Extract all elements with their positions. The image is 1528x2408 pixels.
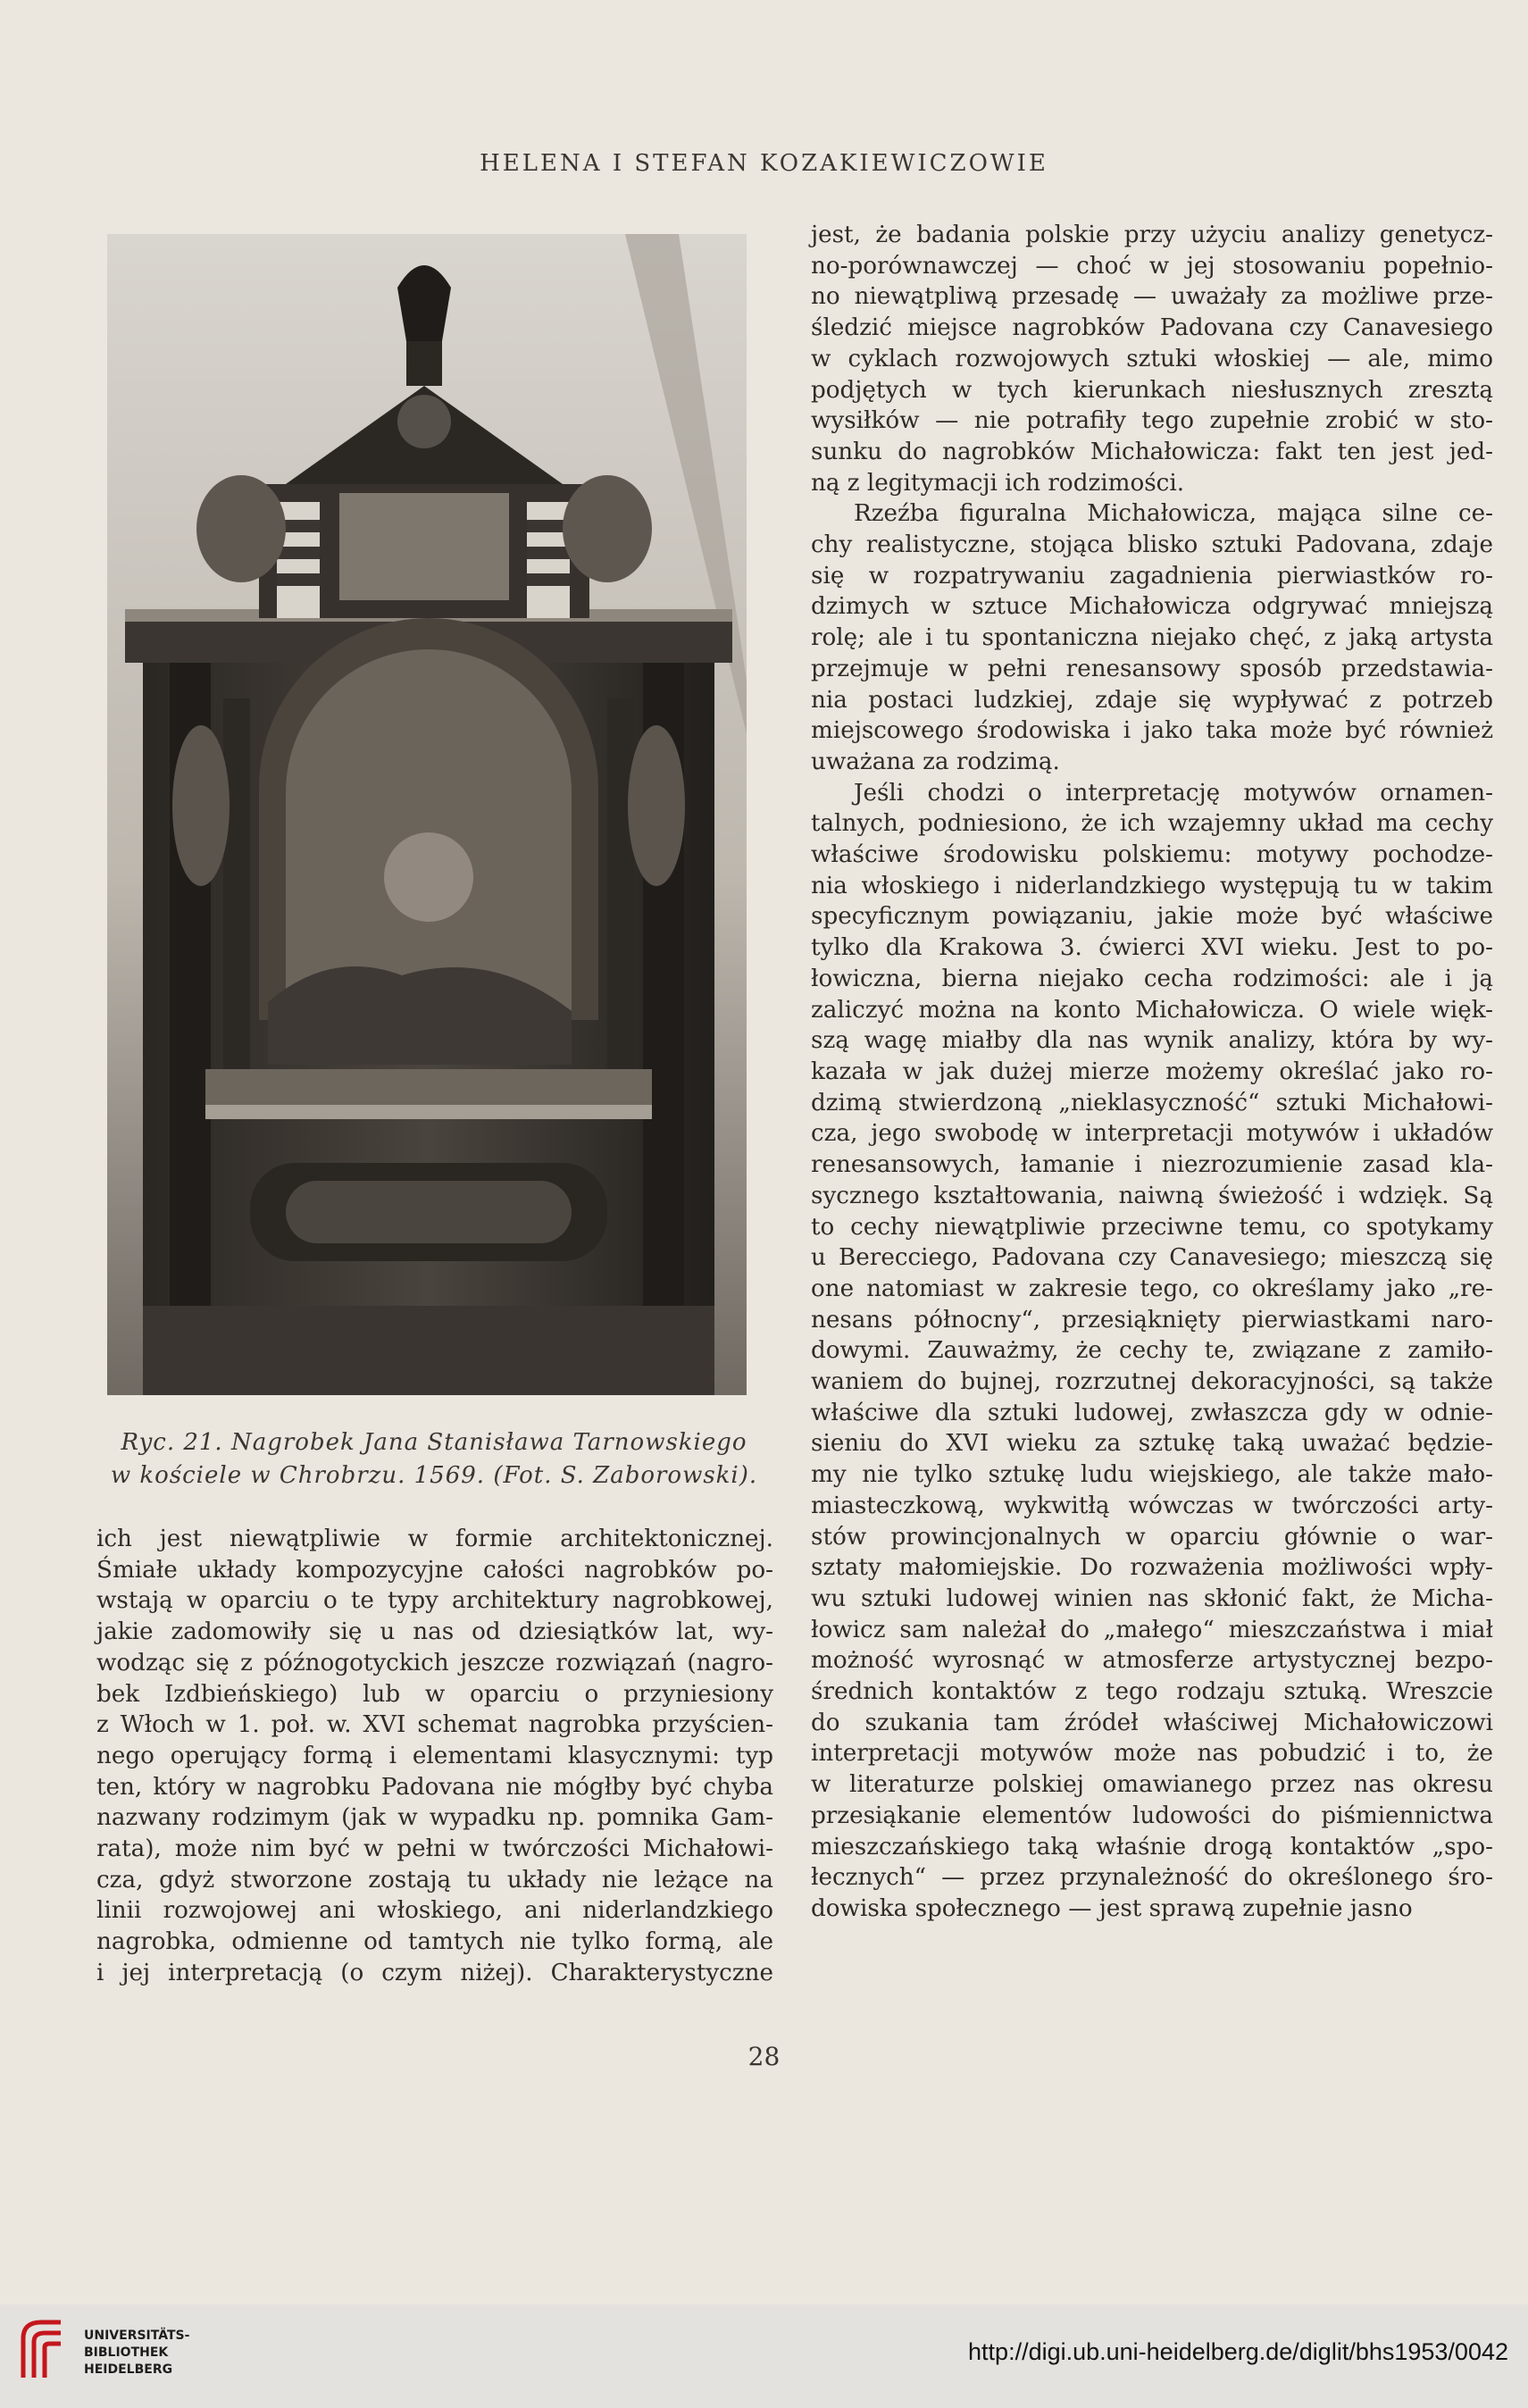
text-line: chy realistyczne, stojąca blisko sztuki Padovana, zdaje bbox=[811, 531, 1493, 559]
text-line: linii rozwojowej ani włoskiego, ani niderlandzkiego bbox=[96, 1897, 773, 1925]
text-line: interpretacji motywów może nas pobudzić i to, że bbox=[811, 1740, 1493, 1768]
text-line: wodząc się z późnogotyckich jeszcze rozwiązań (nagro- bbox=[96, 1649, 773, 1676]
text-line: dzimych w sztuce Michałowicza odgrywać mniejszą bbox=[811, 593, 1493, 621]
logo-line: HEIDELBERG bbox=[84, 2362, 173, 2377]
text-line: no niewątpliwą przesadę — uważały za możliwe prze- bbox=[811, 283, 1493, 311]
text-line: rolę; ale i tu spontaniczna niejako chęć, z jaką artysta bbox=[811, 624, 1493, 652]
library-logo-icon bbox=[18, 2315, 75, 2387]
text-line: sieniu do XVI wieku za sztukę taką uważać będzie- bbox=[811, 1430, 1493, 1458]
text-line: jest, że badania polskie przy użyciu analizy genetycz- bbox=[811, 222, 1493, 248]
text-line: bek Izdbieńskiego) lub w oparciu o przyniesiony bbox=[96, 1680, 773, 1708]
caption-line: w kościele w Chrobrzu. 1569. (Fot. S. Zaborowski). bbox=[110, 1462, 758, 1489]
text-line: miejscowego środowiska i jako taka może być również bbox=[811, 717, 1493, 745]
text-line: wu sztuki ludowej winien nas skłonić fakt, że Micha- bbox=[811, 1584, 1493, 1612]
source-url-link[interactable]: http://digi.ub.uni-heidelberg.de/diglit/bhs1953/0042 bbox=[968, 2338, 1508, 2365]
text-line: kazała w jak dużej mierze możemy określać jako ro- bbox=[811, 1058, 1493, 1085]
text-line: mieszczańskiego taką właśnie drogą kontaktów „spo- bbox=[811, 1833, 1493, 1860]
text-line: wysiłków — nie potrafiły tego zupełnie zrobić w sto- bbox=[811, 407, 1493, 435]
text-line: no-porównawczej — choć w jej stosowaniu popełnio- bbox=[811, 252, 1493, 280]
text-line: średnich kontaktów z tego rodzaju sztuką. Wreszcie bbox=[811, 1678, 1493, 1706]
text-line: nesans północny“, przesiąknięty pierwiastkami naro- bbox=[811, 1306, 1493, 1334]
text-line: możność wyrosnąć w atmosferze artystycznej bezpo- bbox=[811, 1647, 1493, 1675]
text-line: szą wagę miałby dla nas wynik analizy, która by wy- bbox=[811, 1027, 1493, 1055]
text-line: rata), może nim być w pełni w twórczości Michałowi- bbox=[96, 1835, 773, 1863]
text-line: właściwe dla sztuki ludowej, zwłaszcza gdy w odnie- bbox=[811, 1399, 1493, 1426]
text-line: i jej interpretacją (o czym niżej). Charakterystyczne bbox=[96, 1959, 773, 1986]
text-line: śledzić miejsce nagrobków Padovana czy Canavesiego bbox=[811, 314, 1493, 342]
library-logo-text bbox=[84, 2328, 189, 2379]
text-line: miasteczkową, wykwitłą wówczas w twórczości arty- bbox=[811, 1492, 1493, 1519]
text-line: ten, który w nagrobku Padovana nie mógłby być chyba bbox=[96, 1773, 773, 1801]
text-line: specyficznym powiązaniu, jakie może być właściwe bbox=[811, 903, 1493, 931]
text-line: stów prowincjonalnych w oparciu głównie o war- bbox=[811, 1523, 1493, 1551]
text-line: talnych, podniesiono, że ich wzajemny układ ma cechy bbox=[811, 810, 1493, 838]
text-line: renesansowych, łamanie i niezrozumienie zasad kla- bbox=[811, 1151, 1493, 1179]
text-line: uważana za rodzimą. bbox=[811, 748, 1060, 775]
text-line: dowymi. Zauważmy, że cechy te, związane z zamiło- bbox=[811, 1337, 1493, 1365]
text-line: dowiska społecznego — jest sprawą zupełnie jasno bbox=[811, 1894, 1413, 1922]
text-line: cza, jego swobodę w interpretacji motywów i układów bbox=[811, 1120, 1493, 1148]
figure-caption bbox=[86, 1426, 782, 1492]
text-line: łowicz sam należał do „małego“ mieszczaństwa i miał bbox=[811, 1616, 1493, 1643]
text-line: nazwany rodzimym (jak w wypadku np. pomnika Gam- bbox=[96, 1804, 773, 1832]
text-line: przesiąkanie elementów ludowości do piśmiennictwa bbox=[811, 1802, 1493, 1829]
text-line: nagrobka, odmienne od tamtych nie tylko formą, ale bbox=[96, 1928, 773, 1956]
text-line: przejmuje w pełni renesansowy sposób przedstawia- bbox=[811, 655, 1493, 682]
text-line: z Włoch w 1. poł. w. XVI schemat nagrobka przyścien- bbox=[96, 1711, 773, 1739]
text-line: cza, gdyż stworzone zostają tu układy nie leżące na bbox=[96, 1866, 773, 1894]
text-line: zaliczyć można na konto Michałowicza. O wiele więk- bbox=[811, 996, 1493, 1024]
text-line: Rzeźba figuralna Michałowicza, mająca silne ce- bbox=[854, 500, 1493, 528]
text-line: się w rozpatrywaniu zagadnienia pierwiastków ro- bbox=[811, 562, 1493, 589]
text-line: one natomiast w zakresie tego, co określamy jako „re- bbox=[811, 1275, 1493, 1302]
text-line: jakie zadomowiły się u nas od dziesiątków lat, wy- bbox=[96, 1618, 773, 1646]
text-line: sunku do nagrobków Michałowicza: fakt ten jest jed- bbox=[811, 438, 1493, 465]
text-line: podjętych w tych kierunkach niesłusznych zresztą bbox=[811, 376, 1493, 404]
text-line: Jeśli chodzi o interpretację motywów ornamen- bbox=[854, 779, 1493, 807]
running-head: HELENA I STEFAN KOZAKIEWICZOWIE bbox=[480, 150, 1048, 177]
text-line: łecznych“ — przez przynależność do określonego śro- bbox=[811, 1864, 1493, 1892]
right-text-column bbox=[811, 220, 1493, 1925]
caption-line: Ryc. 21. Nagrobek Jana Stanisława Tarnowskiego bbox=[121, 1429, 747, 1456]
page-number: 28 bbox=[747, 2042, 781, 2071]
text-line: nego operujący formą i elementami klasycznymi: typ bbox=[96, 1742, 773, 1769]
text-line: sztaty małomiejskie. Do rozważenia możliwości wpły- bbox=[811, 1554, 1493, 1582]
text-line: właściwe środowisku polskiemu: motywy pochodze- bbox=[811, 841, 1493, 869]
text-line: nia postaci ludzkiej, zdaje się wypływać z potrzeb bbox=[811, 686, 1493, 714]
text-line: to cechy niewątpliwie przeciwne temu, co spotykamy bbox=[811, 1213, 1493, 1241]
text-line: do szukania tam źródeł właściwej Michałowiczowi bbox=[811, 1709, 1493, 1736]
text-line: waniem do bujnej, rozrzutnej dekoracyjności, są także bbox=[811, 1368, 1493, 1396]
text-line: u Berecciego, Padovana czy Canavesiego; mieszczą się bbox=[811, 1244, 1493, 1272]
text-line: łowiczna, bierna niejako cecha rodzimości: ale i ją bbox=[811, 965, 1493, 992]
logo-line: BIBLIOTHEK bbox=[84, 2345, 169, 2360]
text-line: w literaturze polskiej omawianego przez nas okresu bbox=[811, 1771, 1493, 1799]
figure-photo-tomb bbox=[107, 234, 747, 1395]
text-line: Śmiałe układy kompozycyjne całości nagrobków po- bbox=[96, 1556, 773, 1584]
text-line: dzimą stwierdzoną „nieklasyczność“ sztuki Michałowi- bbox=[811, 1089, 1493, 1116]
text-line: ich jest niewątpliwie w formie architektonicznej. bbox=[96, 1526, 773, 1552]
text-line: nia włoskiego i niderlandzkiego występują tu w takim bbox=[811, 872, 1493, 899]
logo-line: UNIVERSITÄTS- bbox=[84, 2329, 190, 2343]
text-line: ną z legitymacji ich rodzimości. bbox=[811, 469, 1185, 497]
text-line: wstają w oparciu o te typy architektury nagrobkowej, bbox=[96, 1587, 773, 1615]
text-line: w cyklach rozwojowych sztuki włoskiej — ale, mimo bbox=[811, 345, 1493, 372]
text-line: tylko dla Krakowa 3. ćwierci XVI wieku. Jest to po- bbox=[811, 934, 1493, 962]
text-line: sycznego kształtowania, naiwną świeżość i wdzięk. Są bbox=[811, 1182, 1493, 1209]
tomb-illustration bbox=[107, 234, 747, 1395]
text-line: my nie tylko sztukę ludu wiejskiego, ale także mało- bbox=[811, 1461, 1493, 1489]
left-text-column bbox=[96, 1524, 773, 1989]
